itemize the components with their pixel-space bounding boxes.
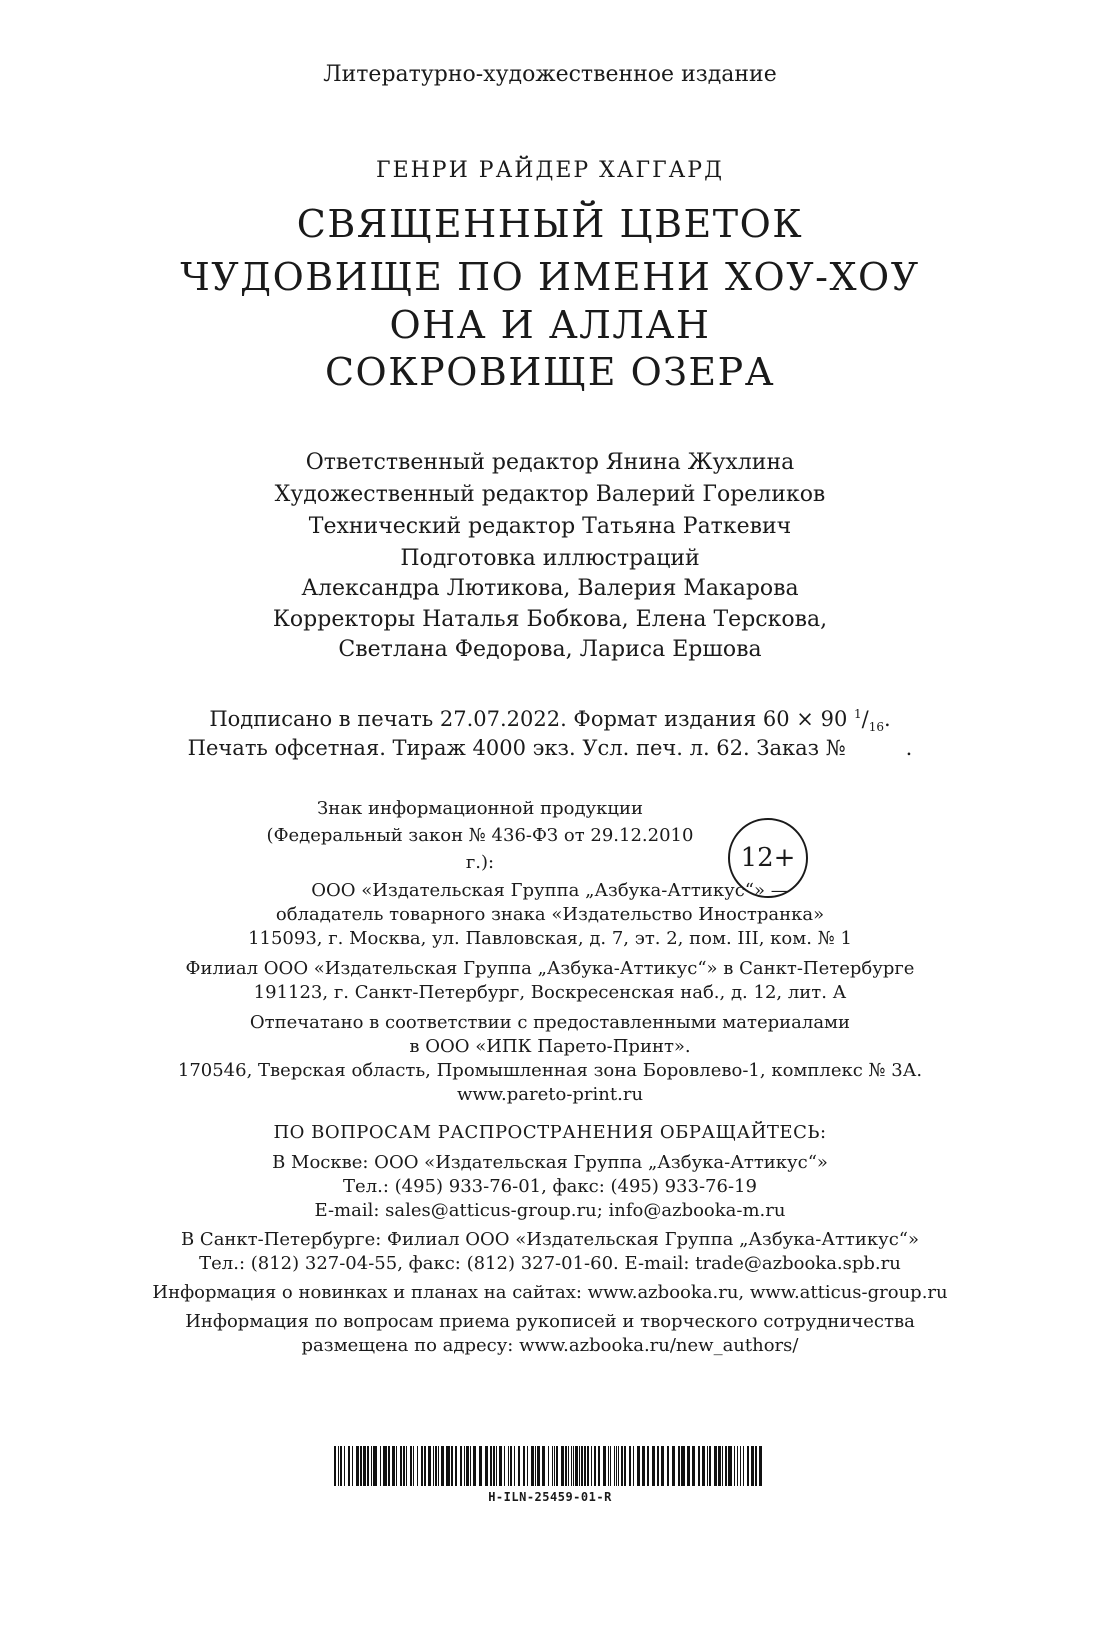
print-info-line-2: Печать офсетная. Тираж 4000 экз. Усл. печ. л. 62. Заказ № .	[187, 736, 913, 760]
barcode-bar	[417, 1446, 418, 1486]
barcode-bar	[435, 1446, 437, 1486]
barcode-bar	[542, 1446, 545, 1486]
barcode-bar	[678, 1446, 680, 1486]
book-title-2: ЧУДОВИЩЕ ПО ИМЕНИ ХОУ-ХОУ	[180, 255, 920, 299]
book-title-4: СОКРОВИЩЕ ОЗЕРА	[324, 350, 776, 394]
credit-line: Александра Лютикова, Валерия Макарова	[301, 576, 799, 601]
barcode-bar	[755, 1446, 757, 1486]
barcode-bar	[709, 1446, 711, 1486]
barcode-bar	[508, 1446, 509, 1486]
barcode-bar	[428, 1446, 431, 1486]
barcode-bar	[554, 1446, 555, 1486]
barcode-bar	[479, 1446, 482, 1486]
credit-line: Технический редактор Татьяна Раткевич	[308, 514, 792, 539]
barcode-bar	[718, 1446, 721, 1486]
barcode-bar	[363, 1446, 366, 1486]
barcode-bar	[514, 1446, 515, 1486]
barcode-bar	[561, 1446, 564, 1486]
barcode-bar	[637, 1446, 640, 1486]
barcode-bar	[565, 1446, 567, 1486]
barcode-bar	[413, 1446, 414, 1486]
barcode-bar	[687, 1446, 690, 1486]
barcode-bar	[614, 1446, 615, 1486]
barcode-bar	[737, 1446, 738, 1486]
barcode-bar	[603, 1446, 606, 1486]
barcode-bar	[446, 1446, 450, 1486]
barcode-bar	[621, 1446, 623, 1486]
barcode-bar	[373, 1446, 377, 1486]
barcode-bar	[587, 1446, 589, 1486]
barcode-bar	[371, 1446, 372, 1486]
moscow-contact-line: Тел.: (495) 933-76-01, факс: (495) 933-76-19	[343, 1176, 757, 1197]
printer-line: 170546, Тверская область, Промышленная зона Боровлево-1, комплекс № 3А.	[177, 1060, 923, 1081]
barcode-bar	[728, 1446, 732, 1486]
credit-line: Подготовка иллюстраций	[400, 546, 700, 571]
barcode-bar	[734, 1446, 735, 1486]
info-sign-label: Знак информационной продукции	[317, 798, 643, 819]
barcode-bar	[473, 1446, 476, 1486]
barcode-bar	[367, 1446, 369, 1486]
barcode-bar	[356, 1446, 359, 1486]
barcode-bar	[338, 1446, 339, 1486]
barcode-bar	[455, 1446, 457, 1486]
credit-line: Светлана Федорова, Лариса Ершова	[338, 637, 762, 662]
barcode-bar	[672, 1446, 675, 1486]
barcode-bar	[396, 1446, 397, 1486]
spb-contact-line: В Санкт-Петербурге: Филиал ООО «Издательская Группа „Азбука-Аттикус“»	[180, 1229, 920, 1250]
barcode-bar	[743, 1446, 744, 1486]
barcode-bar	[591, 1446, 592, 1486]
barcode-bar	[400, 1446, 402, 1486]
print-info-line-1: Подписано в печать 27.07.2022. Формат издания 60 × 90 $^1/_{16}$.	[209, 707, 891, 735]
news-line: Информация о новинках и планах на сайтах: www.azbooka.ru, www.atticus-group.ru	[152, 1282, 948, 1303]
barcode-bar	[334, 1446, 336, 1486]
barcode-bar	[552, 1446, 553, 1486]
barcode-bar	[348, 1446, 350, 1486]
barcode-bar	[464, 1446, 465, 1486]
branch-line: Филиал ООО «Издательская Группа „Азбука-Аттикус“» в Санкт-Петербурге	[185, 958, 915, 979]
barcode-bar	[579, 1446, 580, 1486]
barcode-bar	[707, 1446, 708, 1486]
barcode-bar	[661, 1446, 664, 1486]
barcode-bar	[657, 1446, 659, 1486]
barcode-bar	[610, 1446, 611, 1486]
barcode-bar	[642, 1446, 645, 1486]
info-sign-law: (Федеральный закон № 436-ФЗ от 29.12.2010 г.):	[266, 825, 694, 873]
barcode-code: H-ILN-25459-01-R	[488, 1490, 612, 1504]
barcode-bar	[698, 1446, 700, 1486]
barcode-bar	[759, 1446, 762, 1486]
printer-website: www.pareto-print.ru	[456, 1084, 644, 1105]
barcode-bar	[388, 1446, 390, 1486]
barcode-bar	[571, 1446, 572, 1486]
publisher-line: обладатель товарного знака «Издательство Иностранка»	[275, 904, 825, 925]
barcode-bar	[380, 1446, 381, 1486]
barcode-bar	[352, 1446, 353, 1486]
credit-line: Корректоры Наталья Бобкова, Елена Терскова,	[272, 607, 828, 632]
moscow-contact-line: В Москве: ООО «Издательская Группа „Азбука-Аттикус“»	[272, 1152, 828, 1173]
age-rating-text: 12+	[740, 843, 796, 873]
book-title-3: ОНА И АЛЛАН	[389, 303, 711, 347]
barcode-bar	[403, 1446, 405, 1486]
barcode-bar	[451, 1446, 453, 1486]
barcode-bar	[751, 1446, 754, 1486]
publisher-line: ООО «Издательская Группа „Азбука-Аттикус“» —	[311, 880, 789, 901]
barcode-bar	[441, 1446, 444, 1486]
barcode-bar	[681, 1446, 685, 1486]
barcode-bar	[548, 1446, 549, 1486]
barcode-bar	[616, 1446, 617, 1486]
manuscripts-line: Информация по вопросам приема рукописей и творческого сотрудничества	[185, 1311, 915, 1332]
barcode-bar	[344, 1446, 345, 1486]
barcode-bar	[496, 1446, 497, 1486]
barcode-bar	[725, 1446, 727, 1486]
barcode-bar	[667, 1446, 669, 1486]
moscow-contact-line: E-mail: sales@atticus-group.ru; info@azbooka-m.ru	[314, 1200, 786, 1221]
barcode-bar	[410, 1446, 412, 1486]
edition-type: Литературно-художественное издание	[323, 62, 777, 87]
barcode-bar	[470, 1446, 471, 1486]
barcode-bar	[608, 1446, 609, 1486]
barcode-bar	[535, 1446, 536, 1486]
branch-line: 191123, г. Санкт-Петербург, Воскресенская наб., д. 12, лит. А	[253, 982, 847, 1003]
barcode-bar	[575, 1446, 578, 1486]
barcode-bar	[527, 1446, 528, 1486]
barcode-bar	[383, 1446, 387, 1486]
barcode-bar	[493, 1446, 495, 1486]
barcode-bar	[556, 1446, 558, 1486]
barcode-bar	[647, 1446, 649, 1486]
barcode-bar	[406, 1446, 407, 1486]
barcode-bar	[466, 1446, 469, 1486]
printer-line: Отпечатано в соответствии с предоставленными материалами	[249, 1012, 851, 1033]
barcode-bar	[740, 1446, 741, 1486]
barcode	[334, 1446, 766, 1486]
book-title-1: СВЯЩЕННЫЙ ЦВЕТОК	[296, 202, 804, 246]
manuscripts-line: размещена по адресу: www.azbooka.ru/new_authors/	[301, 1335, 799, 1356]
barcode-bar	[702, 1446, 705, 1486]
barcode-bar	[573, 1446, 574, 1486]
barcode-bar	[499, 1446, 502, 1486]
barcode-bar	[594, 1446, 596, 1486]
barcode-bar	[360, 1446, 362, 1486]
barcode-bar	[598, 1446, 600, 1486]
barcode-bar	[460, 1446, 462, 1486]
barcode-bar	[531, 1446, 534, 1486]
printer-line: в ООО «ИПК Парето-Принт».	[409, 1036, 691, 1057]
barcode-bar	[485, 1446, 488, 1486]
barcode-bar	[747, 1446, 749, 1486]
publisher-line: 115093, г. Москва, ул. Павловская, д. 7, эт. 2, пом. III, ком. № 1	[248, 928, 852, 949]
barcode-bar	[629, 1446, 631, 1486]
barcode-bar	[568, 1446, 569, 1486]
barcode-bar	[692, 1446, 695, 1486]
barcode-bar	[421, 1446, 423, 1486]
barcode-bar	[624, 1446, 626, 1486]
barcode-bar	[584, 1446, 586, 1486]
barcode-bar	[433, 1446, 434, 1486]
barcode-bar	[618, 1446, 619, 1486]
barcode-bar	[537, 1446, 540, 1486]
barcode-bar	[438, 1446, 439, 1486]
barcode-bar	[510, 1446, 512, 1486]
barcode-bar	[581, 1446, 583, 1486]
barcode-bar	[714, 1446, 717, 1486]
barcode-bar	[392, 1446, 395, 1486]
barcode-bar	[340, 1446, 342, 1486]
spb-contact-line: Тел.: (812) 327-04-55, факс: (812) 327-01-60. E-mail: trade@azbooka.spb.ru	[199, 1253, 901, 1274]
credit-line: Ответственный редактор Янина Жухлина	[305, 450, 795, 475]
barcode-bar	[424, 1446, 426, 1486]
barcode-bar	[504, 1446, 505, 1486]
barcode-bar	[633, 1446, 634, 1486]
author-name: ГЕНРИ РАЙДЕР ХАГГАРД	[376, 158, 724, 183]
credit-line: Художественный редактор Валерий Гореликов	[274, 482, 826, 507]
barcode-bar	[652, 1446, 655, 1486]
barcode-bar	[490, 1446, 492, 1486]
barcode-bar	[722, 1446, 723, 1486]
distribution-heading: ПО ВОПРОСАМ РАСПРОСТРАНЕНИЯ ОБРАЩАЙТЕСЬ:	[273, 1122, 827, 1143]
barcode-bar	[518, 1446, 520, 1486]
barcode-bar	[523, 1446, 525, 1486]
